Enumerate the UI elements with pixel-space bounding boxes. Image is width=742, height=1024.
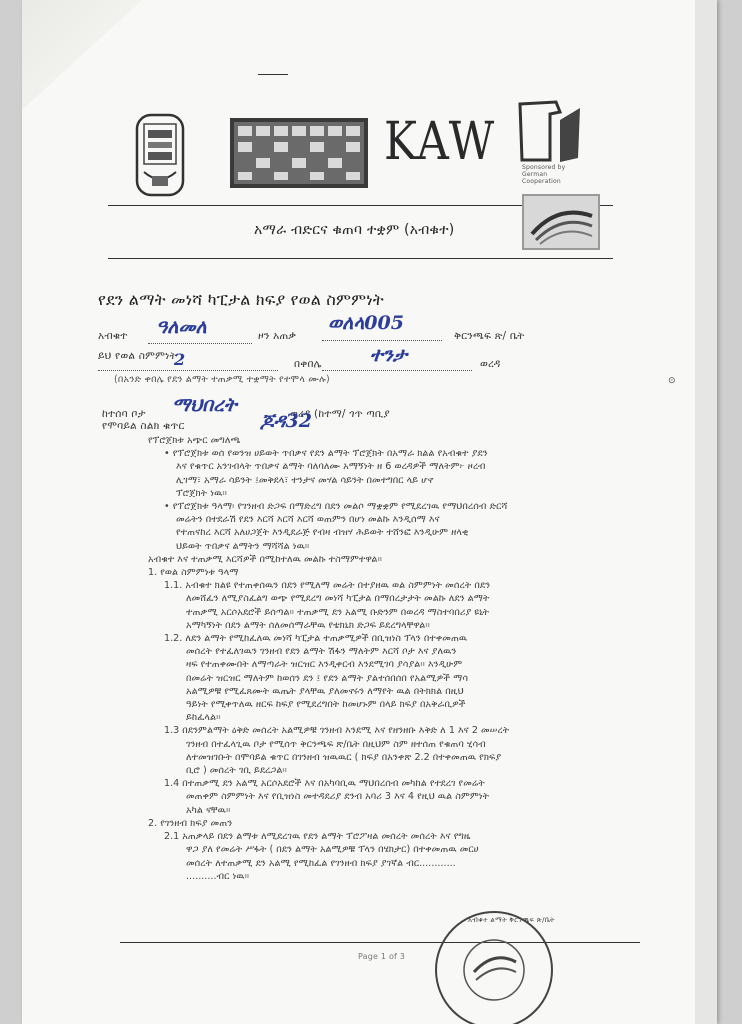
page-number: Page 1 of 3 [358, 952, 406, 961]
body-line: ሊገማ፣ አማራ ሳይንት ፤መቅደላ፣ ተንታና መሃል ሳይንት በመተግበር ላይ ሆኖ [176, 474, 434, 486]
body-line: ዛፍ የተጠቀሙበት ለማጣራት ዝርዝር እንዲቀርብ እንደሚገባ ያሳያል። እንዲሁም [186, 659, 463, 671]
name-label: ከተሰባ ቦታ [102, 408, 146, 420]
body-line: 1.4 በተጠቃሚ ደን አልሚ አርሶአደሮች እና በአካባቢዉ ማህበረሰብ መካከል የተደረገ የመሬት [164, 778, 485, 790]
phone-value: ጆዳ32 [260, 410, 312, 432]
body-line: 1.3 በደንምልማት ዕቅድ መሰረት አልሚዎቹ ገንዘብ እንደሚ እና የዘንዘቡ እቅድ ለ 1 እና 2 መሠረት [164, 725, 510, 737]
body-line: በመሬት ዝርዝር ማለትም ከወሰን ደን ፤ የደን ልማት ያልተሰበሰበ የአልሚዎች ማሳ [186, 672, 468, 684]
body-line: አብቁተ እና ተጠቃሚ እርሻዎች በሚከተለዉ መልኩ ተስማምተዋል። [148, 553, 382, 565]
body-line: መጠቀም ስምምነት እና የቢዝነስ መተዳደሪያ ደንብ አባሪ 3 እና 4 የዚህ ዉል ስምምነት [186, 791, 490, 803]
body-line: ለመሸፈን ለሚያስፈልግ ወጭ የሚደረግ መነሻ ካፒታል በማበረታታት መልኩ ለደን ልማት [186, 593, 490, 605]
agreement-body [148, 434, 638, 883]
group-label: ይህ የወል ስምምነት [98, 350, 177, 362]
woreda2-label: ወረዳ [480, 358, 501, 370]
body-line: አካል ናቸዉ። [186, 804, 231, 816]
body-line: ቢሮ ) መሰረት ገቢ ይደረጋል። [186, 765, 287, 777]
body-line: ይከፈላል። [186, 712, 221, 724]
stamp-text: አብቁተ ልማት ቅርንጫፍ ጽ/ቤት [468, 916, 555, 924]
body-line: ገንዘብ በተፈላጊዉ ቦታ የሚሰጥ ቅርንጫፍ ጽ/ቤት በዚህም ስም ዘተሰጠ የቁጠባ ሂሳብ [186, 738, 486, 750]
body-line: 1.1. አብቁተ ክልዩ የተጠቀሰዉን በደን የሚለማ መሬት በተያዘዉ ወል ስምምነት መሰረት በደን [164, 580, 491, 592]
field-line [322, 370, 472, 371]
body-line: ..........ብር ነዉ። [186, 870, 250, 882]
body-line: ህይወት ጥበቃና ልማትን ማሻሻል ነዉ። [176, 540, 310, 552]
body-line: እና የቁጥር አንገብላት ጥበቃና ልማት ባለባለሙ አማኝነት ዘ 6 ወረዳዎች ማለትም፦ ዞረብ [176, 461, 486, 473]
body-line: መሬትን በተደራሽ የደን እርሻ እርሻ እርሻ ወጠምን በሆነ መልኩ እንዲሰማ እና [176, 514, 440, 526]
acsi-logo-icon [522, 194, 600, 250]
body-line: ዋጋ ያለ የመሬት ሥፋት ( በደን ልማት አልሚዎቹ ፕላን በሄክታር) በተቀመጠዉ መርሀ [186, 844, 479, 856]
document-title: የደን ልማት መነሻ ካፒታል ክፍያ የወል ስምምነት [98, 290, 384, 309]
body-line: 1. የወል ስምምነቱ ዓላማ [148, 567, 239, 579]
org-title: አማራ ብድርና ቁጠባ ተቋም (አብቁተ) [254, 222, 455, 238]
body-line: 1.2. ለደን ልማት የሚከፈለዉ መነሻ ካፒታል ተጠቃሚዎች በቢዝነስ ፕላን በተቀመጠዉ [164, 633, 468, 645]
amhara-emblem-icon [134, 112, 186, 198]
woreda-label: አብቁተ [98, 330, 128, 342]
body-line: 2.1 አጠቃላይ በደን ልማቱ ለሚደረገዉ የደን ልማት ፕሮፖዛል መሰረት መሰረት እና የግዜ [164, 831, 471, 843]
body-line: • የፕሮጀክቱ ዓላማ፡ የገንዘብ ድጋፍ በማድረግ በደን መልሶ ማቋቋም የሚደረገዉ የማህበረሰብ ድርሻ [164, 501, 508, 513]
body-line: 2. የገንዘብ ክፍያ መጠን [148, 817, 233, 829]
kebele-label: በቀበሌ [294, 358, 322, 370]
document-page [22, 0, 717, 1024]
body-line: ተጠቃሚ አርሶአደሮች ይሰጣል። ተጠቃሚ ደን አልሚ ቡድንም በወረዳ ማስተባበሪያ ዩኒት [186, 606, 490, 618]
top-dash [258, 74, 288, 75]
field-line [322, 340, 442, 341]
phone-label: የሞባይል ስልክ ቁጥር [102, 420, 185, 432]
german-cooperation-logo-icon [516, 98, 586, 168]
name-value: ማህበረት [172, 394, 237, 416]
kebele-value: ተንታ [370, 344, 408, 366]
office-label: ቅርንጫፍ ጽ/ ቤት [454, 330, 525, 342]
note-line: (በአንድ ቀበሌ የደን ልማት ተጠቃሚ ተቋማት የተሞላ ሙሉ) [114, 374, 330, 385]
kaw-logo-text: KAW [384, 112, 496, 172]
body-line: ፕሮጀክት ነዉ። [176, 487, 227, 499]
kfw-patterned-logo [230, 118, 368, 188]
body-line: መሰረት ለተጠቃሚ ደን አልሚ የሚከፈል የገንዘብ ክፍያ ያገኛል ብር............ [186, 857, 456, 869]
folded-corner [22, 0, 142, 110]
body-line: የፕሮጀክቱ አጭር መግለጫ [148, 435, 241, 446]
body-line: ዓይነት የሚቀጥለዉ ዘርፍ ከፍያ የሚደረግበት ከመሆኑም በላይ ክፍያ በአቅራቢዎች [186, 699, 466, 711]
page-edge-shadow [695, 0, 717, 1024]
woreda-value: ዓለመለ [156, 316, 207, 338]
group-value: 2 [174, 350, 186, 369]
body-line: መሰረት የተፈለገዉን ገንዘብ የደን ልማት ሽፋን ማለትም እርሻ ቦታ እና ያለዉን [186, 646, 457, 658]
body-line: አልሚዎቹ የሚፈጸሙት ዉጤት ያላቸዉ ያለመኖሩን ለማየት ዉል በትክክል በዚህ [186, 685, 464, 697]
body-line: • የፕሮጀክቱ ወሰ የወንዝ ሀይወት ጥበቃና የደን ልማት ፕሮጀክት በአማራ ክልል የአብቁተ ያደን [164, 448, 488, 460]
region-label: ወረዳ (ከተማ/ ጎጥ ጣቢያ [290, 408, 390, 420]
footer-rule [120, 942, 640, 943]
branch-value: ወለላ005 [328, 312, 404, 334]
field-line [98, 370, 278, 371]
field-line [148, 343, 252, 344]
sponsor-small-text: Sponsored by German Cooperation [522, 164, 566, 185]
margin-mark: ⊙ [668, 376, 676, 386]
body-line: ለተመዝገቡት በሞባይል ቁጥር በገንዘብ ዝዉዉር ( ክፍያ በአንቀጽ 2.2 በተቀመጠዉ የክፍያ [186, 751, 502, 763]
body-line: የተጠናከረ እርሻ አለሀጋጀት እንዲደራጅ የብዛ ብዝሃ ሕይወት ተሸንፎ እንዲሁም ዘላቂ [176, 527, 469, 539]
body-line: አማካኝነት በደን ልማት ሰለመሰማራቸዉ የቴክኒክ ድጋፍ ይደረግላቸዋል። [186, 619, 430, 631]
header-rule-2 [108, 258, 613, 259]
branch-label: ዞን አጠቃ [258, 330, 297, 342]
